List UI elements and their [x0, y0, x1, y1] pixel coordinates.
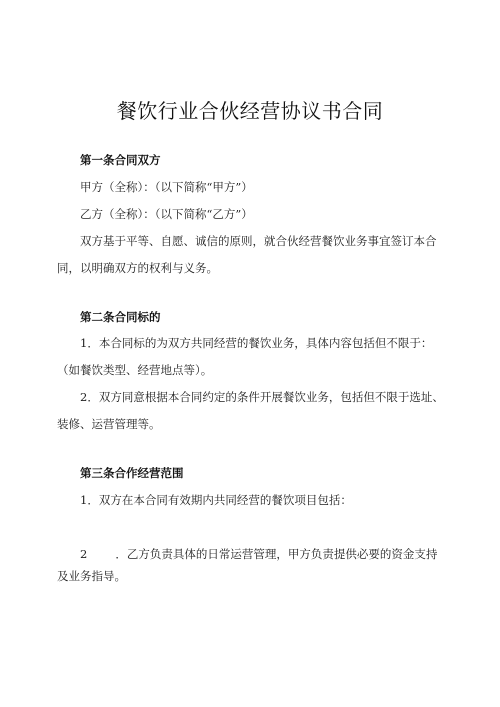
article-3-item-1-line-1: 1．双方在本合同有效期内共同经营的餐饮项目包括： [80, 493, 352, 507]
party-a-line: 甲方（全称）：（以下简称“甲方”） [80, 180, 253, 194]
article-2-item-2-line-2: 装修、运营管理等。 [57, 417, 161, 431]
article-2-item-1-line-2: （如餐饮类型、经营地点等）。 [57, 363, 213, 377]
article-2-item-1-line-1: 1．本合同标的为双方共同经营的餐饮业务，具体内容包括但不限于： [80, 336, 433, 350]
article-2-item-2-line-1: 2．双方同意根据本合同约定的条件开展餐饮业务，包括但不限于选址、 [80, 390, 444, 404]
party-b-line: 乙方（全称）：（以下简称“乙方”） [80, 207, 253, 221]
article-1-paragraph-line-1: 双方基于平等、自愿、诚信的原则，就合伙经营餐饮业务事宜签订本合 [80, 234, 437, 248]
article-3-item-2-text: ．乙方负责具体的日常运营管理，甲方负责提供必要的资金支持 [115, 547, 438, 561]
article-3-item-2-line-2: 及业务指导。 [57, 569, 126, 583]
article-1-paragraph-line-2: 同，以明确双方的权利与义务。 [57, 261, 218, 275]
article-2-heading: 第二条合同标的 [80, 310, 161, 324]
article-3-item-2-line-1 [80, 547, 437, 561]
article-3-item-2-number: 2 [80, 547, 88, 561]
document-title: 餐饮行业合伙经营协议书合同 [116, 99, 384, 123]
article-1-heading: 第一条合同双方 [80, 153, 161, 167]
article-3-heading: 第三条合作经营范围 [80, 466, 184, 480]
